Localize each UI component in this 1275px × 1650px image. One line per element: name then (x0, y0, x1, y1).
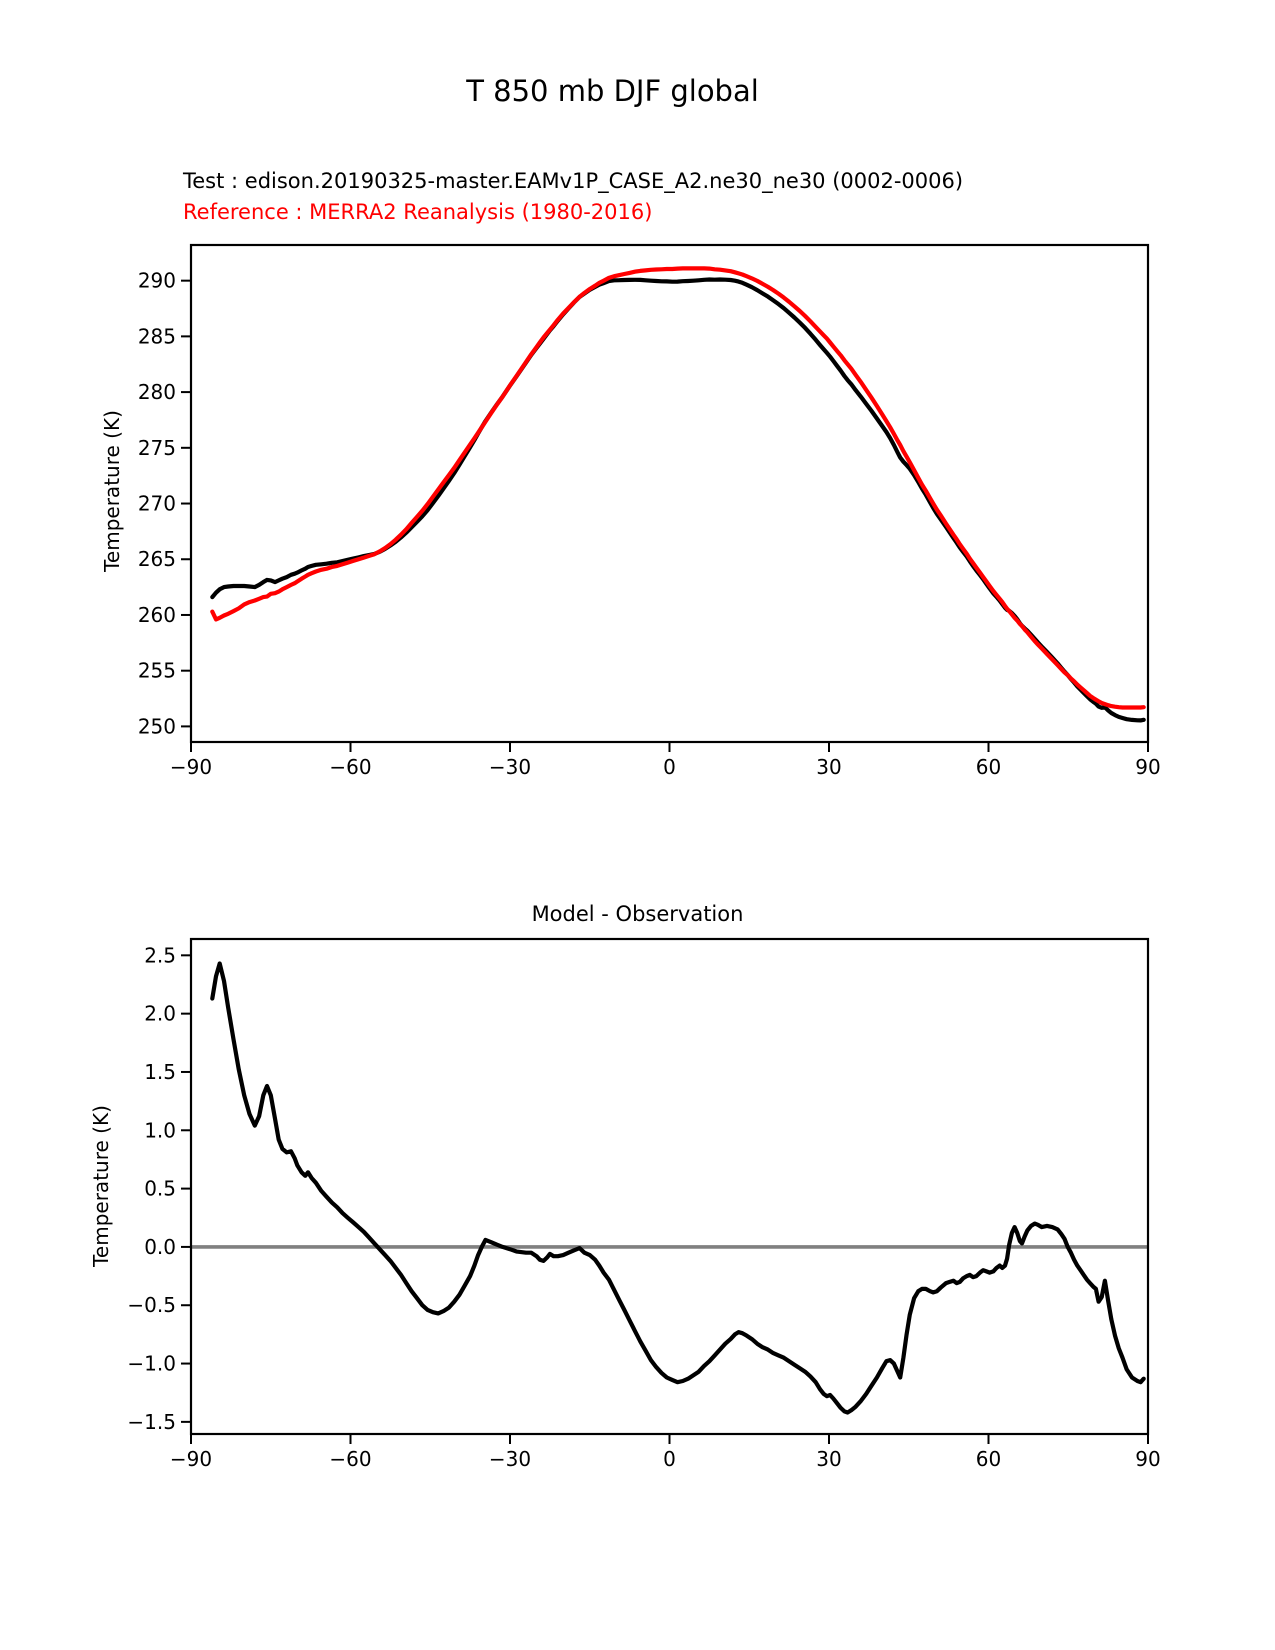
x-tick-label: −30 (488, 1447, 532, 1471)
y-tick-label: −1.0 (127, 1351, 176, 1376)
x-tick-label: 90 (1135, 1447, 1161, 1471)
y-tick-label: 0.0 (144, 1234, 176, 1259)
y-tick-label: 260 (137, 602, 176, 627)
y-tick-label: 2.5 (144, 943, 176, 968)
x-tick-label: 60 (975, 755, 1002, 779)
reference-curve (212, 268, 1143, 707)
y-tick-label: 1.5 (144, 1059, 176, 1084)
x-tick-label: 0 (663, 755, 676, 779)
x-tick-label: 30 (816, 1447, 842, 1471)
x-tick-label: −60 (329, 755, 372, 779)
y-tick-label: 285 (137, 324, 176, 349)
figure-title: T 850 mb DJF global (466, 74, 759, 108)
y-tick-label: −0.5 (127, 1293, 176, 1318)
reference-run-label: Reference : MERRA2 Reanalysis (1980-2016) (183, 200, 653, 224)
top-chart (138, 245, 1161, 779)
x-tick-label: −90 (169, 755, 213, 779)
axes-frame (191, 245, 1148, 742)
y-tick-label: −1.5 (127, 1409, 176, 1434)
axes-frame (191, 939, 1148, 1434)
test-curve (212, 280, 1143, 721)
x-tick-label: 60 (975, 1447, 1002, 1471)
model-observation-curve (212, 964, 1143, 1413)
y-tick-label: 270 (137, 491, 176, 516)
bottom-chart (127, 939, 1160, 1471)
y-tick-label: 250 (137, 714, 176, 739)
y-tick-label: 2.0 (144, 1001, 176, 1026)
y-tick-label: 275 (137, 435, 176, 460)
y-tick-label: 0.5 (144, 1176, 176, 1201)
x-tick-label: 30 (816, 755, 842, 779)
bottom-y-axis-label: Temperature (K) (89, 1105, 113, 1267)
difference-panel-title: Model - Observation (531, 902, 744, 926)
x-tick-label: −90 (169, 1447, 213, 1471)
x-tick-label: 90 (1135, 755, 1161, 779)
y-tick-label: 280 (137, 380, 176, 405)
y-tick-label: 255 (137, 658, 176, 683)
y-tick-label: 1.0 (144, 1118, 176, 1143)
top-y-axis-label: Temperature (K) (100, 410, 124, 572)
test-run-label: Test : edison.20190325-master.EAMv1P_CASE_A2.ne30_ne30 (0002-0006) (183, 169, 964, 193)
y-tick-label: 265 (137, 547, 176, 572)
x-tick-label: −30 (488, 755, 532, 779)
x-tick-label: −60 (329, 1447, 372, 1471)
x-tick-label: 0 (663, 1447, 676, 1471)
y-tick-label: 290 (137, 268, 176, 293)
